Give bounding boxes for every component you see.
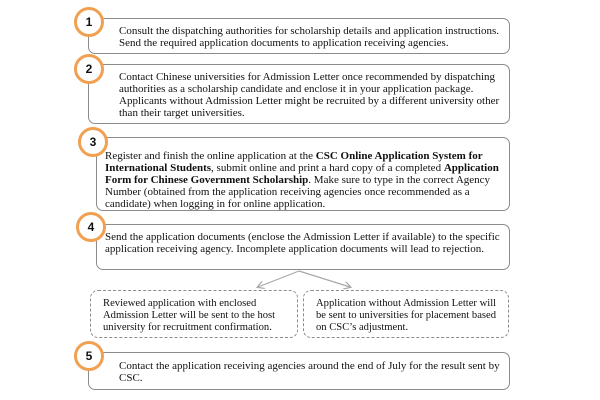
step-4-number: 4: [76, 212, 106, 242]
step-2-number: 2: [74, 54, 104, 84]
branch-without-admission-letter: [303, 290, 509, 338]
step-5-text: Contact the application receiving agencies around the end of July for the result sent by CSC.: [119, 360, 500, 384]
step-5-box: [88, 352, 510, 390]
arrow-left: [258, 271, 299, 287]
arrow-right: [299, 271, 350, 287]
step-1-number: 1: [74, 7, 104, 37]
step-4-text: Send the application documents (enclose the Admission Letter if available) to the specific application receiving agency. Incomplete application documents will lead to rejection.: [105, 231, 500, 255]
branch-with-admission-letter: [90, 290, 298, 338]
step-5-number: 5: [74, 341, 104, 371]
step-2-text: Contact Chinese universities for Admission Letter once recommended by dispatching authorities as a scholarship candidate and enclose it in your application package. Applicants without Admission Letter might be recruited by a different university other than their target universities.: [119, 71, 500, 119]
step-3-text-part-3: . Make sure to type in the correct Agency Number (obtained from the application receiving agencies once recommended as a candidate) when logging in for online application.: [105, 174, 491, 210]
step-3-text-part-2: , submit online and print a hard copy of a completed: [211, 162, 444, 174]
branch-right-text: Application without Admission Letter will be sent to universities for placement based on CSC’s adjustment.: [316, 298, 497, 333]
branch-left-text: Reviewed application with enclosed Admission Letter will be sent to the host university for recruitment confirmation.: [103, 298, 276, 333]
step-3-system-name: CSC Online Application System for International Students: [105, 150, 483, 174]
step-3-form-name: Application Form for Chinese Government Scholarship: [105, 162, 499, 186]
step-1-text: Consult the dispatching authorities for scholarship details and application instructions. Send the required application documents to application receiving agencies.: [119, 25, 500, 49]
step-3-text-part-1: Register and finish the online application at the: [105, 150, 316, 162]
step-3-number: 3: [78, 127, 108, 157]
